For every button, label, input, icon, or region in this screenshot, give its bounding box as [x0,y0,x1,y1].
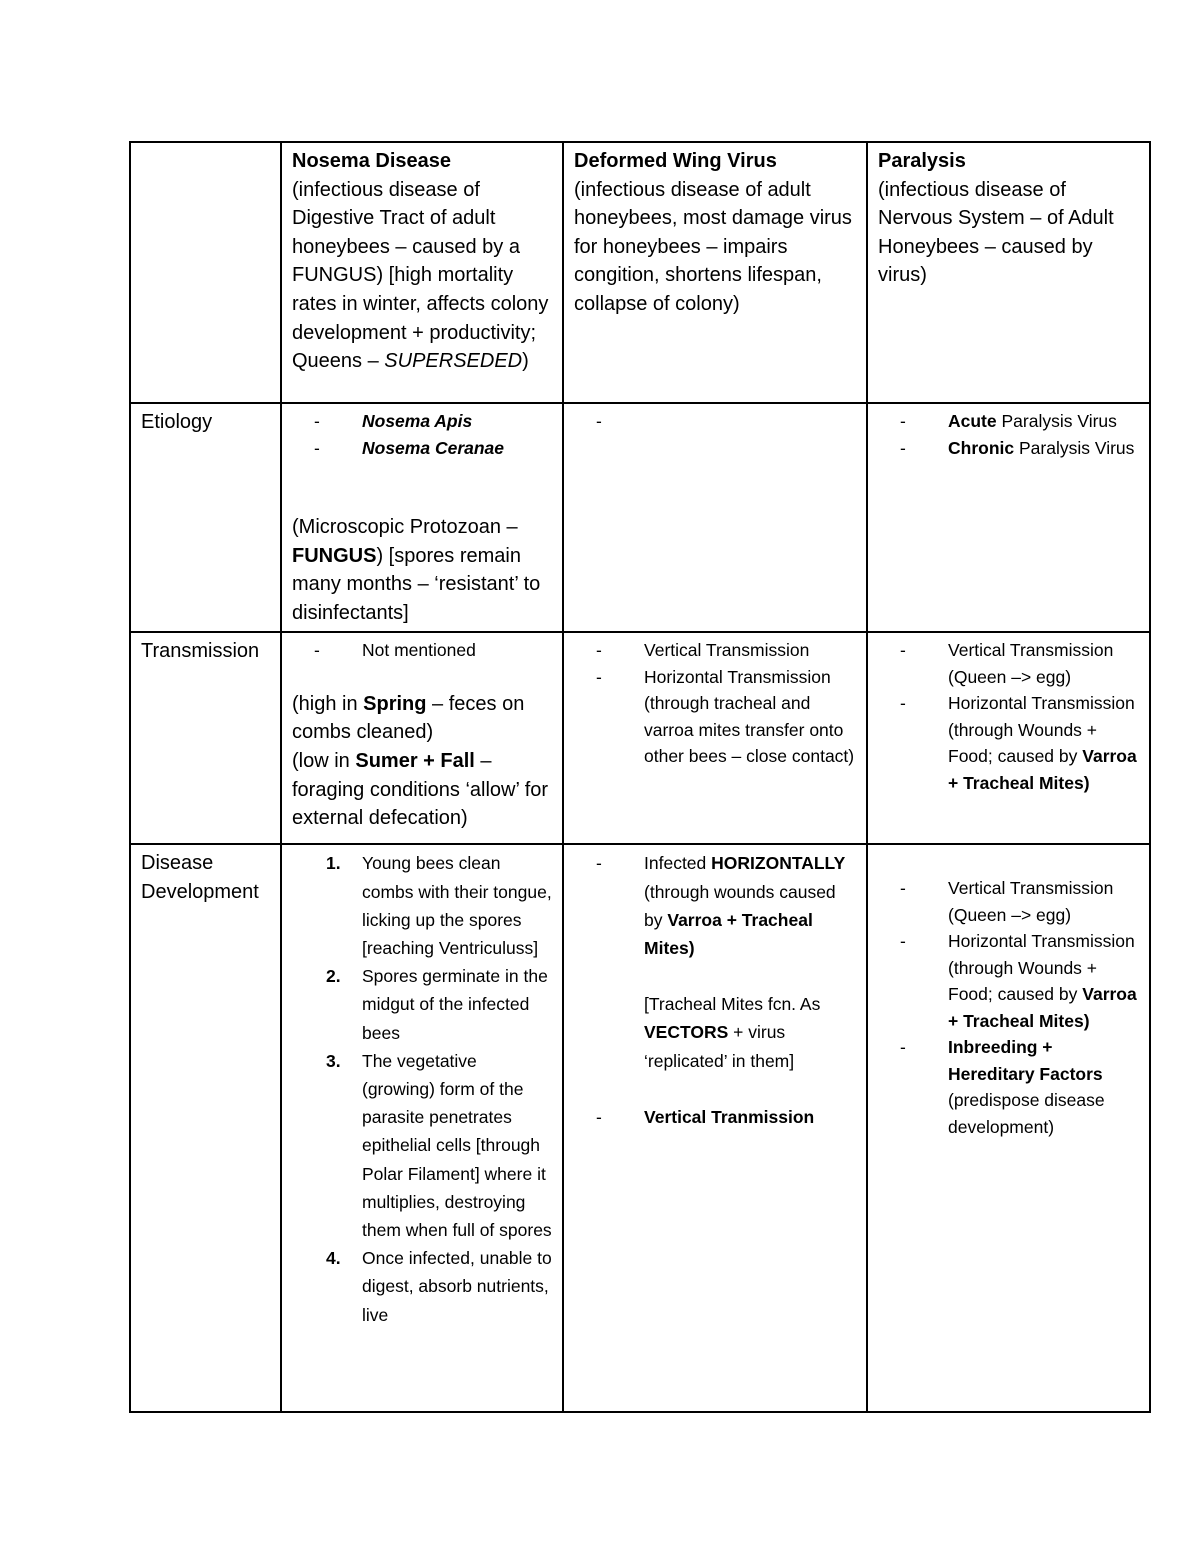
nosema-title: Nosema Disease [292,150,451,172]
etiology-dwv-cell [563,403,867,632]
disease-comparison-table [129,141,1151,1413]
development-dwv-list-2 [574,1103,856,1131]
list-item: - Vertical Transmission (Queen –> egg) [878,637,1139,690]
dwv-description: (infectious disease of adult honeybees, most damage virus for honeybees – impairs congition, shortens lifespan, collapse of colony) [574,178,852,315]
list-item: - Vertical Transmission [574,637,856,664]
transmission-label: Transmission [130,632,281,844]
nosema-header-cell [281,142,563,403]
etiology-paralysis-list [878,408,1139,461]
transmission-nosema-list [292,637,552,664]
etiology-nosema-list [292,408,552,461]
transmission-dwv-list [574,637,856,770]
nosema-superseded: SUPERSEDED [384,350,523,373]
list-item: - Not mentioned [292,637,552,664]
list-item: 4. Once infected, unable to digest, absorb nutrients, live [326,1248,552,1325]
list-item: - Vertical Transmission (Queen –> egg) [878,875,1139,928]
transmission-row [130,632,1150,844]
list-item: - Chronic Paralysis Virus [878,435,1139,462]
etiology-nosema-cell [281,403,563,632]
etiology-paralysis-cell [867,403,1150,632]
list-item: 2. Spores germinate in the midgut of the infected bees [326,966,548,1043]
transmission-nosema-cell [281,632,563,844]
list-item: - Horizontal Transmission (through tracheal and varroa mites transfer onto other bees – close contact) [574,664,856,770]
corner-cell [130,142,281,403]
list-item: - Nosema Ceranae [292,435,552,462]
list-item: - Acute Paralysis Virus [878,408,1139,435]
list-item: - Vertical Tranmission [574,1103,856,1131]
transmission-nosema-spring: (high in Spring – feces on combs cleaned) [292,692,525,744]
transmission-dwv-cell [563,632,867,844]
list-item: - Inbreeding + Hereditary Factors (predispose disease development) [878,1034,1139,1140]
list-item: - Infected HORIZONTALLY (through wounds caused by Varroa + Tracheal Mites) [574,849,856,962]
transmission-nosema-fall: (low in Sumer + Fall – foraging conditions ‘allow’ for external defecation) [292,750,549,830]
list-item: 3. The vegetative (growing) form of the parasite penetrates epithelial cells [through Polar Filament] where it multiplies, destroying them when full of spores [326,1050,552,1241]
transmission-paralysis-list [878,637,1139,796]
dwv-header-cell [563,142,867,403]
paralysis-header-cell [867,142,1150,403]
paralysis-title: Paralysis [878,150,966,172]
list-item: - Horizontal Transmission (through Wounds + Food; caused by Varroa + Tracheal Mites) [878,928,1139,1034]
nosema-desc-end: ) [522,350,529,373]
development-dwv-list [574,849,856,962]
development-nosema-cell [281,844,563,1412]
development-dwv-cell [563,844,867,1412]
nosema-description: (infectious disease of Digestive Tract of adult honeybees – caused by a FUNGUS) [high mortality rates in winter, affects colony development + productivity; Queens – [292,178,549,373]
development-paralysis-list [878,875,1139,1140]
development-row [130,844,1150,1412]
development-nosema-steps [292,849,552,1328]
list-item: 1. Young bees clean combs with their tongue, licking up the spores [reaching Ventriculuss] [326,853,552,958]
etiology-label: Etiology [130,403,281,632]
development-paralysis-cell [867,844,1150,1412]
development-label: Disease Development [130,844,281,1412]
etiology-row [130,403,1150,632]
list-item: - Nosema Apis [292,408,552,435]
paralysis-description: (infectious disease of Nervous System – of Adult Honeybees – caused by virus) [878,178,1114,287]
list-item: - Horizontal Transmission (through Wounds + Food; caused by Varroa + Tracheal Mites) [878,690,1139,796]
etiology-nosema-note: (Microscopic Protozoan – FUNGUS) [spores remain many months – ‘resistant’ to disinfectants] [292,516,541,624]
transmission-paralysis-cell [867,632,1150,844]
table-header-row [130,142,1150,403]
development-dwv-vectors-note: [Tracheal Mites fcn. As VECTORS + virus ‘replicated’ in them] [644,994,821,1071]
dwv-title: Deformed Wing Virus [574,150,777,172]
